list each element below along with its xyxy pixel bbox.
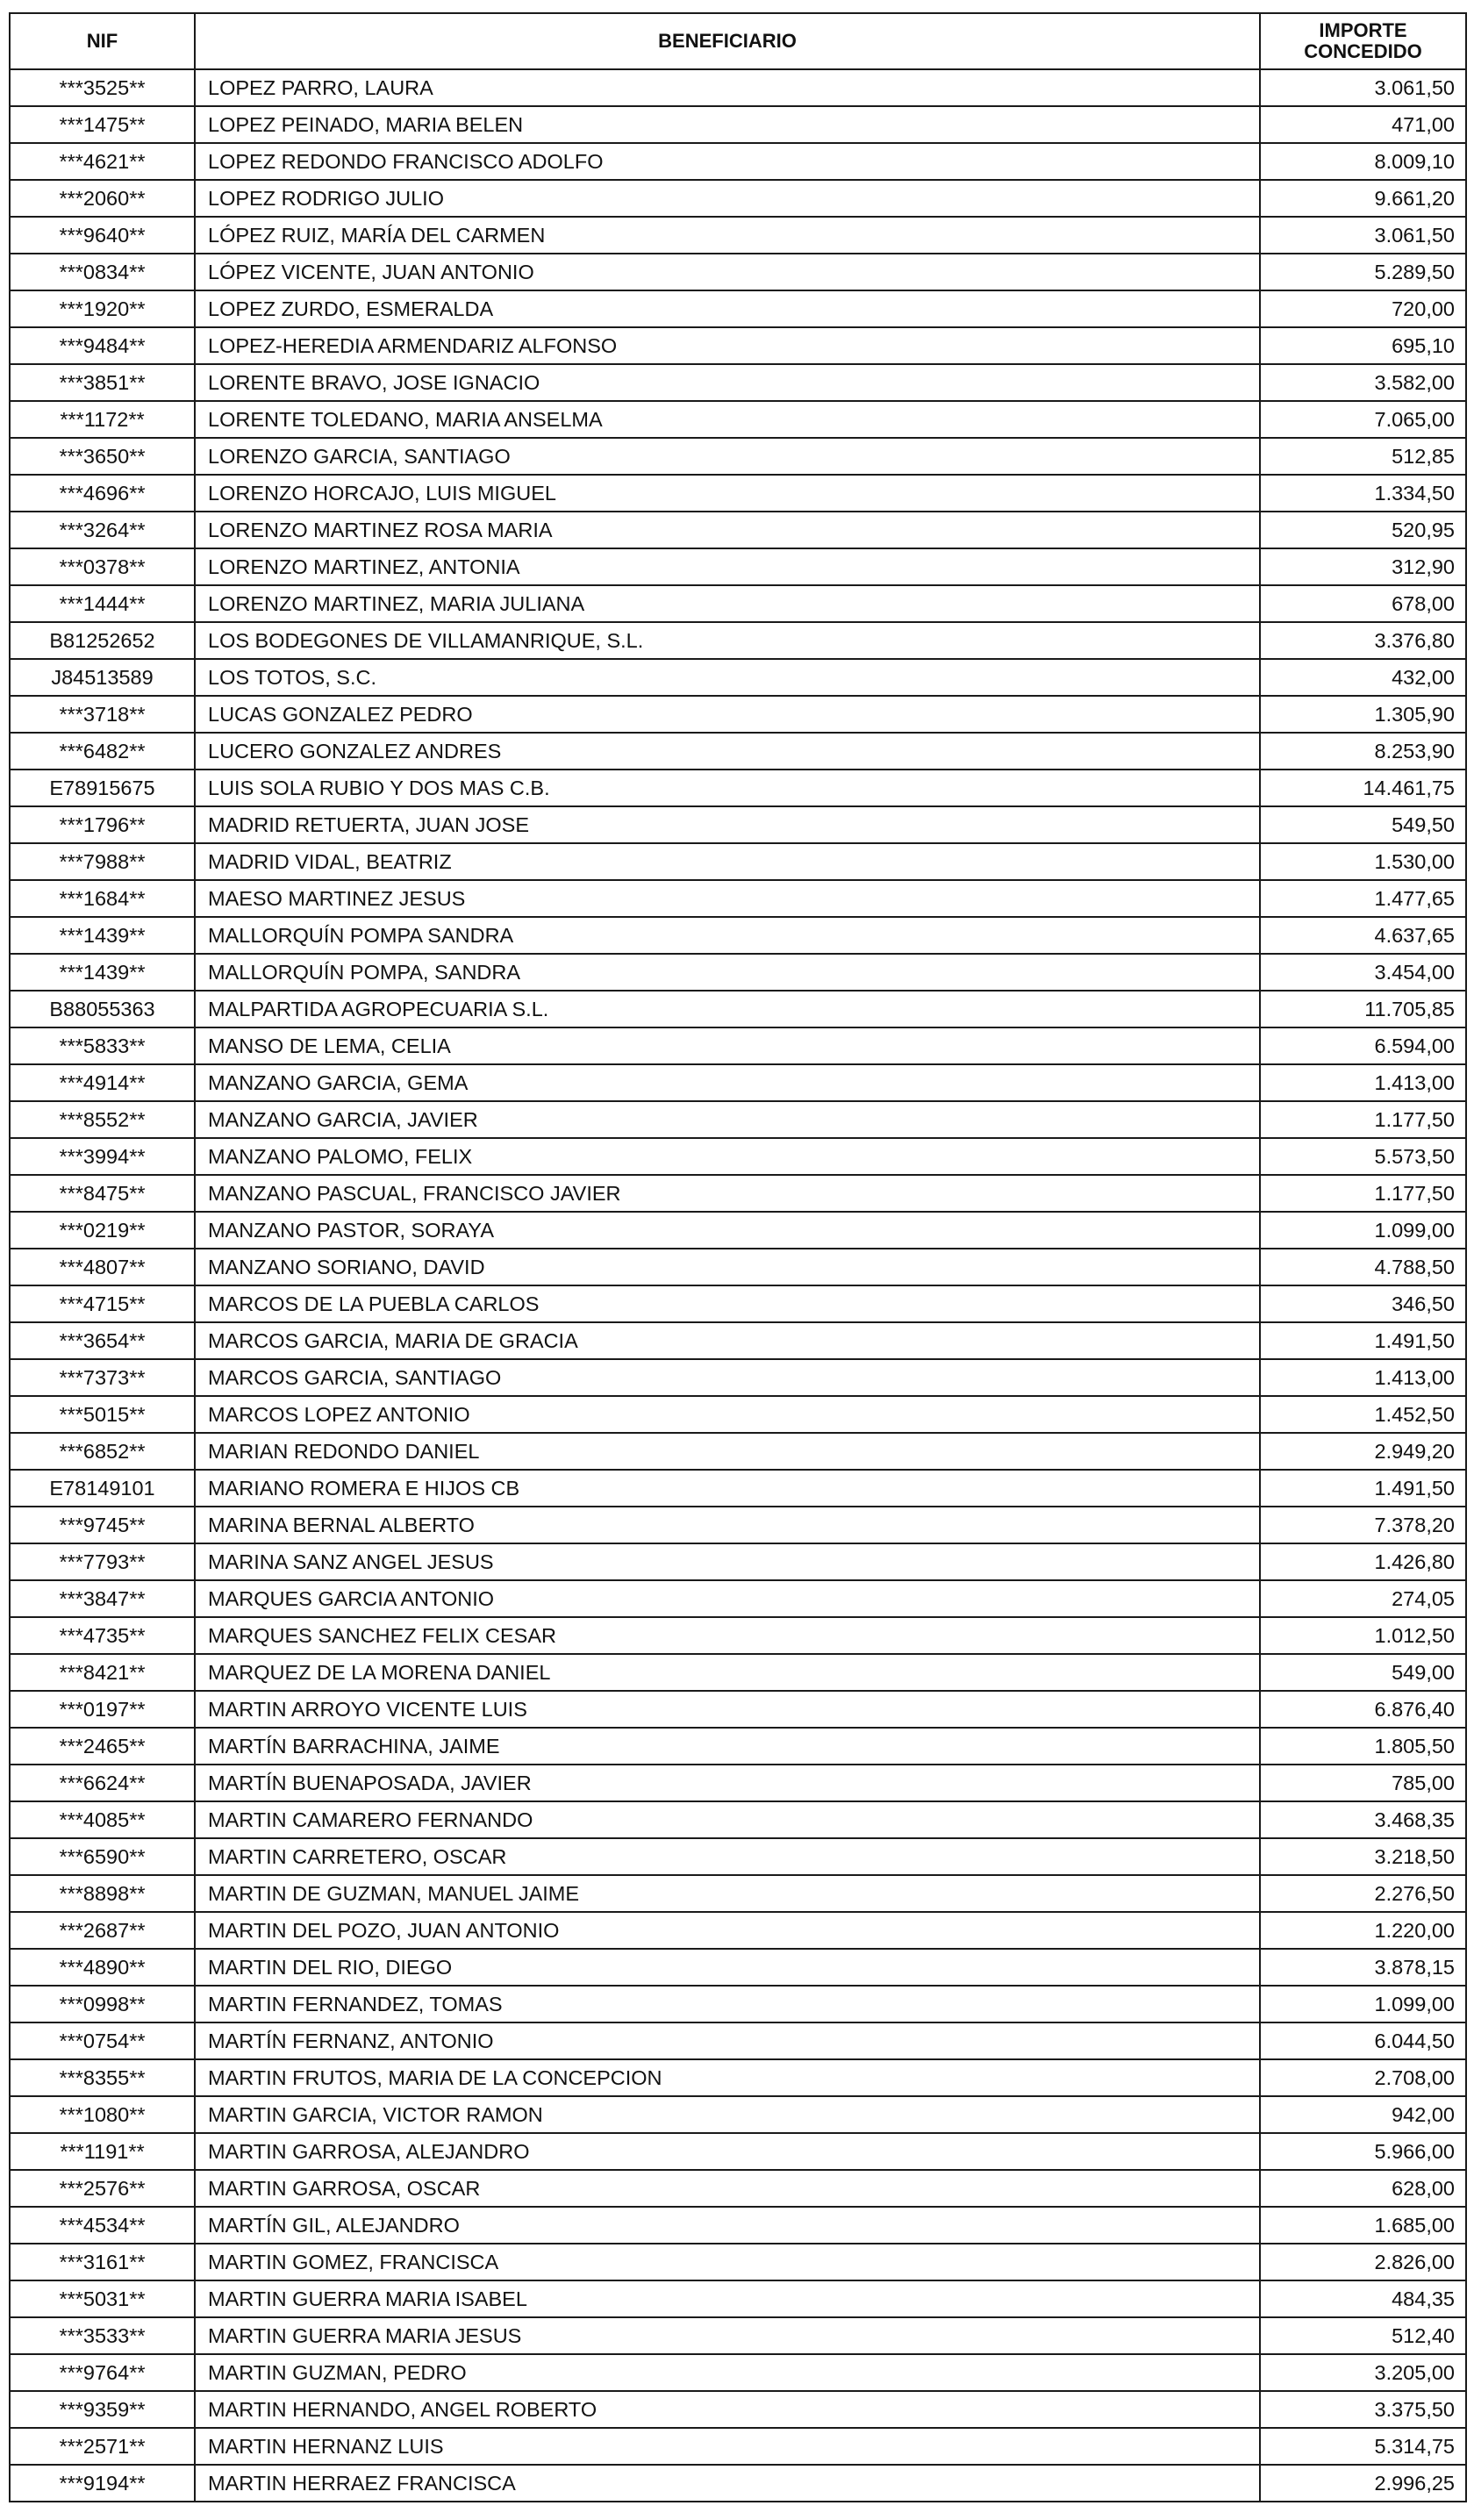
nif-cell: ***0834** <box>10 254 195 290</box>
importe-cell: 1.099,00 <box>1260 1986 1466 2022</box>
nif-cell: ***4085** <box>10 1801 195 1838</box>
table-row <box>10 1507 1466 1543</box>
table-row <box>10 2096 1466 2133</box>
importe-cell: 11.705,85 <box>1260 991 1466 1027</box>
importe-cell: 720,00 <box>1260 290 1466 327</box>
header-importe-line2: CONCEDIDO <box>1304 40 1422 62</box>
nif-cell: ***1920** <box>10 290 195 327</box>
table-row <box>10 2022 1466 2059</box>
beneficiario-cell: MANZANO SORIANO, DAVID <box>195 1249 1260 1285</box>
table-row <box>10 1617 1466 1654</box>
importe-cell: 5.573,50 <box>1260 1138 1466 1175</box>
beneficiario-cell: MANZANO GARCIA, GEMA <box>195 1064 1260 1101</box>
nif-cell: ***8552** <box>10 1101 195 1138</box>
beneficiario-cell: MARTIN GOMEZ, FRANCISCA <box>195 2244 1260 2280</box>
beneficiario-cell: MARCOS LOPEZ ANTONIO <box>195 1396 1260 1433</box>
nif-cell: ***1475** <box>10 106 195 143</box>
table-row <box>10 2133 1466 2170</box>
importe-cell: 5.966,00 <box>1260 2133 1466 2170</box>
importe-cell: 2.996,25 <box>1260 2465 1466 2502</box>
beneficiario-cell: LOS BODEGONES DE VILLAMANRIQUE, S.L. <box>195 622 1260 659</box>
beneficiario-cell: LORENZO HORCAJO, LUIS MIGUEL <box>195 475 1260 512</box>
beneficiario-cell: MARQUEZ DE LA MORENA DANIEL <box>195 1654 1260 1691</box>
importe-cell: 8.009,10 <box>1260 143 1466 180</box>
nif-cell: ***0998** <box>10 1986 195 2022</box>
table-row <box>10 2317 1466 2354</box>
nif-cell: ***4621** <box>10 143 195 180</box>
importe-cell: 3.375,50 <box>1260 2391 1466 2428</box>
table-row <box>10 2059 1466 2096</box>
nif-cell: ***1191** <box>10 2133 195 2170</box>
table-row <box>10 1691 1466 1728</box>
header-nif: NIF <box>10 13 195 69</box>
table-row <box>10 1396 1466 1433</box>
nif-cell: ***3533** <box>10 2317 195 2354</box>
table-row <box>10 1543 1466 1580</box>
table-row <box>10 475 1466 512</box>
beneficiario-cell: MARCOS GARCIA, MARIA DE GRACIA <box>195 1322 1260 1359</box>
nif-cell: ***3525** <box>10 69 195 106</box>
importe-cell: 1.477,65 <box>1260 880 1466 917</box>
beneficiario-cell: LORENTE TOLEDANO, MARIA ANSELMA <box>195 401 1260 438</box>
importe-cell: 274,05 <box>1260 1580 1466 1617</box>
nif-cell: ***9745** <box>10 1507 195 1543</box>
importe-cell: 6.594,00 <box>1260 1027 1466 1064</box>
beneficiario-cell: LOPEZ-HEREDIA ARMENDARIZ ALFONSO <box>195 327 1260 364</box>
nif-cell: ***4696** <box>10 475 195 512</box>
beneficiario-cell: LORENZO MARTINEZ, ANTONIA <box>195 548 1260 585</box>
table-row <box>10 917 1466 954</box>
nif-cell: ***1080** <box>10 2096 195 2133</box>
nif-cell: E78149101 <box>10 1470 195 1507</box>
importe-cell: 3.218,50 <box>1260 1838 1466 1875</box>
table-row <box>10 1175 1466 1212</box>
beneficiario-cell: MADRID RETUERTA, JUAN JOSE <box>195 806 1260 843</box>
importe-cell: 628,00 <box>1260 2170 1466 2207</box>
table-row <box>10 2207 1466 2244</box>
nif-cell: ***3718** <box>10 696 195 733</box>
table-row <box>10 364 1466 401</box>
table-row <box>10 843 1466 880</box>
nif-cell: ***4735** <box>10 1617 195 1654</box>
importe-cell: 942,00 <box>1260 2096 1466 2133</box>
table-row <box>10 548 1466 585</box>
beneficiario-cell: LORENTE BRAVO, JOSE IGNACIO <box>195 364 1260 401</box>
table-row <box>10 659 1466 696</box>
beneficiario-cell: MARTIN HERNANDO, ANGEL ROBERTO <box>195 2391 1260 2428</box>
importe-cell: 695,10 <box>1260 327 1466 364</box>
beneficiario-cell: MARTIN GUERRA MARIA ISABEL <box>195 2280 1260 2317</box>
table-row <box>10 1949 1466 1986</box>
importe-cell: 1.805,50 <box>1260 1728 1466 1765</box>
beneficiario-cell: MARTIN GARROSA, OSCAR <box>195 2170 1260 2207</box>
importe-cell: 1.413,00 <box>1260 1359 1466 1396</box>
beneficiario-cell: MARTIN HERRAEZ FRANCISCA <box>195 2465 1260 2502</box>
beneficiario-cell: MARTIN FRUTOS, MARIA DE LA CONCEPCION <box>195 2059 1260 2096</box>
nif-cell: ***6852** <box>10 1433 195 1470</box>
importe-cell: 471,00 <box>1260 106 1466 143</box>
beneficiario-cell: MARTIN CARRETERO, OSCAR <box>195 1838 1260 1875</box>
importe-cell: 1.334,50 <box>1260 475 1466 512</box>
table-row <box>10 1433 1466 1470</box>
table-row <box>10 1765 1466 1801</box>
importe-cell: 512,40 <box>1260 2317 1466 2354</box>
nif-cell: ***2060** <box>10 180 195 217</box>
importe-cell: 432,00 <box>1260 659 1466 696</box>
beneficiario-cell: MANZANO PASCUAL, FRANCISCO JAVIER <box>195 1175 1260 1212</box>
importe-cell: 549,00 <box>1260 1654 1466 1691</box>
nif-cell: ***9194** <box>10 2465 195 2502</box>
importe-cell: 2.276,50 <box>1260 1875 1466 1912</box>
importe-cell: 4.637,65 <box>1260 917 1466 954</box>
importe-cell: 1.305,90 <box>1260 696 1466 733</box>
importe-cell: 2.826,00 <box>1260 2244 1466 2280</box>
table-row <box>10 1875 1466 1912</box>
table-row <box>10 401 1466 438</box>
nif-cell: ***6590** <box>10 1838 195 1875</box>
table-row <box>10 806 1466 843</box>
importe-cell: 3.468,35 <box>1260 1801 1466 1838</box>
importe-cell: 14.461,75 <box>1260 770 1466 806</box>
table-row <box>10 696 1466 733</box>
table-row <box>10 733 1466 770</box>
table-row <box>10 1654 1466 1691</box>
beneficiario-cell: MAESO MARTINEZ JESUS <box>195 880 1260 917</box>
nif-cell: J84513589 <box>10 659 195 696</box>
nif-cell: ***1172** <box>10 401 195 438</box>
beneficiario-cell: MANZANO PASTOR, SORAYA <box>195 1212 1260 1249</box>
beneficiaries-table <box>9 12 1467 2502</box>
header-importe-line1: IMPORTE <box>1319 19 1407 41</box>
importe-cell: 512,85 <box>1260 438 1466 475</box>
importe-cell: 3.061,50 <box>1260 69 1466 106</box>
importe-cell: 1.491,50 <box>1260 1322 1466 1359</box>
nif-cell: ***7373** <box>10 1359 195 1396</box>
beneficiario-cell: MARTIN GARCIA, VICTOR RAMON <box>195 2096 1260 2133</box>
nif-cell: ***0754** <box>10 2022 195 2059</box>
beneficiario-cell: MARQUES SANCHEZ FELIX CESAR <box>195 1617 1260 1654</box>
table-row <box>10 2280 1466 2317</box>
nif-cell: ***0378** <box>10 548 195 585</box>
beneficiario-cell: LUCERO GONZALEZ ANDRES <box>195 733 1260 770</box>
table-row <box>10 880 1466 917</box>
nif-cell: ***2571** <box>10 2428 195 2465</box>
table-row <box>10 1470 1466 1507</box>
importe-cell: 2.949,20 <box>1260 1433 1466 1470</box>
nif-cell: ***2687** <box>10 1912 195 1949</box>
nif-cell: ***8898** <box>10 1875 195 1912</box>
importe-cell: 346,50 <box>1260 1285 1466 1322</box>
importe-cell: 1.413,00 <box>1260 1064 1466 1101</box>
nif-cell: ***0197** <box>10 1691 195 1728</box>
importe-cell: 3.376,80 <box>1260 622 1466 659</box>
importe-cell: 9.661,20 <box>1260 180 1466 217</box>
table-row <box>10 1912 1466 1949</box>
table-header-row <box>10 13 1466 69</box>
beneficiario-cell: MARINA SANZ ANGEL JESUS <box>195 1543 1260 1580</box>
table-row <box>10 512 1466 548</box>
table-row <box>10 1986 1466 2022</box>
beneficiario-cell: MARIANO ROMERA E HIJOS CB <box>195 1470 1260 1507</box>
beneficiario-cell: LORENZO MARTINEZ, MARIA JULIANA <box>195 585 1260 622</box>
importe-cell: 2.708,00 <box>1260 2059 1466 2096</box>
beneficiario-cell: MANZANO GARCIA, JAVIER <box>195 1101 1260 1138</box>
beneficiario-cell: LOPEZ ZURDO, ESMERALDA <box>195 290 1260 327</box>
nif-cell: ***4534** <box>10 2207 195 2244</box>
beneficiario-cell: MARCOS DE LA PUEBLA CARLOS <box>195 1285 1260 1322</box>
importe-cell: 549,50 <box>1260 806 1466 843</box>
nif-cell: ***4890** <box>10 1949 195 1986</box>
beneficiario-cell: MARTIN ARROYO VICENTE LUIS <box>195 1691 1260 1728</box>
table-row <box>10 2244 1466 2280</box>
beneficiario-cell: LUCAS GONZALEZ PEDRO <box>195 696 1260 733</box>
beneficiario-cell: MARTIN DEL POZO, JUAN ANTONIO <box>195 1912 1260 1949</box>
beneficiario-cell: LOS TOTOS, S.C. <box>195 659 1260 696</box>
table-row <box>10 217 1466 254</box>
nif-cell: ***3650** <box>10 438 195 475</box>
importe-cell: 3.582,00 <box>1260 364 1466 401</box>
importe-cell: 1.491,50 <box>1260 1470 1466 1507</box>
nif-cell: ***6482** <box>10 733 195 770</box>
nif-cell: ***1444** <box>10 585 195 622</box>
table-row <box>10 1212 1466 1249</box>
nif-cell: ***9359** <box>10 2391 195 2428</box>
nif-cell: ***4914** <box>10 1064 195 1101</box>
table-row <box>10 1064 1466 1101</box>
importe-cell: 7.065,00 <box>1260 401 1466 438</box>
importe-cell: 678,00 <box>1260 585 1466 622</box>
nif-cell: B81252652 <box>10 622 195 659</box>
nif-cell: ***5015** <box>10 1396 195 1433</box>
table-row <box>10 438 1466 475</box>
importe-cell: 1.177,50 <box>1260 1175 1466 1212</box>
table-row <box>10 1728 1466 1765</box>
nif-cell: ***9764** <box>10 2354 195 2391</box>
nif-cell: ***8421** <box>10 1654 195 1691</box>
table-row <box>10 2428 1466 2465</box>
beneficiario-cell: MARTÍN GIL, ALEJANDRO <box>195 2207 1260 2244</box>
importe-cell: 520,95 <box>1260 512 1466 548</box>
importe-cell: 5.314,75 <box>1260 2428 1466 2465</box>
table-row <box>10 327 1466 364</box>
table-row <box>10 954 1466 991</box>
table-row <box>10 2354 1466 2391</box>
beneficiario-cell: LOPEZ REDONDO FRANCISCO ADOLFO <box>195 143 1260 180</box>
table-row <box>10 770 1466 806</box>
table-row <box>10 2391 1466 2428</box>
importe-cell: 785,00 <box>1260 1765 1466 1801</box>
beneficiario-cell: MARTÍN FERNANZ, ANTONIO <box>195 2022 1260 2059</box>
nif-cell: ***9484** <box>10 327 195 364</box>
beneficiario-cell: MARTÍN BUENAPOSADA, JAVIER <box>195 1765 1260 1801</box>
nif-cell: ***8475** <box>10 1175 195 1212</box>
table-row <box>10 1101 1466 1138</box>
table-row <box>10 585 1466 622</box>
nif-cell: ***3847** <box>10 1580 195 1617</box>
nif-cell: ***4715** <box>10 1285 195 1322</box>
table-row <box>10 2465 1466 2502</box>
nif-cell: ***1796** <box>10 806 195 843</box>
importe-cell: 3.205,00 <box>1260 2354 1466 2391</box>
importe-cell: 1.220,00 <box>1260 1912 1466 1949</box>
beneficiario-cell: MARTIN GUERRA MARIA JESUS <box>195 2317 1260 2354</box>
importe-cell: 1.530,00 <box>1260 843 1466 880</box>
beneficiario-cell: MADRID VIDAL, BEATRIZ <box>195 843 1260 880</box>
importe-cell: 6.876,40 <box>1260 1691 1466 1728</box>
table-row <box>10 69 1466 106</box>
beneficiario-cell: MARTIN GARROSA, ALEJANDRO <box>195 2133 1260 2170</box>
nif-cell: ***1439** <box>10 954 195 991</box>
beneficiario-cell: MARTIN CAMARERO FERNANDO <box>195 1801 1260 1838</box>
importe-cell: 1.177,50 <box>1260 1101 1466 1138</box>
nif-cell: ***2465** <box>10 1728 195 1765</box>
importe-cell: 8.253,90 <box>1260 733 1466 770</box>
importe-cell: 1.012,50 <box>1260 1617 1466 1654</box>
importe-cell: 5.289,50 <box>1260 254 1466 290</box>
nif-cell: ***5031** <box>10 2280 195 2317</box>
table-row <box>10 1138 1466 1175</box>
table-row <box>10 1285 1466 1322</box>
beneficiario-cell: MARCOS GARCIA, SANTIAGO <box>195 1359 1260 1396</box>
nif-cell: B88055363 <box>10 991 195 1027</box>
beneficiario-cell: LORENZO GARCIA, SANTIAGO <box>195 438 1260 475</box>
table-row <box>10 2170 1466 2207</box>
table-row <box>10 991 1466 1027</box>
table-row <box>10 1322 1466 1359</box>
importe-cell: 4.788,50 <box>1260 1249 1466 1285</box>
table-row <box>10 1249 1466 1285</box>
table-row <box>10 290 1466 327</box>
beneficiario-cell: MALLORQUÍN POMPA SANDRA <box>195 917 1260 954</box>
importe-cell: 6.044,50 <box>1260 2022 1466 2059</box>
nif-cell: ***4807** <box>10 1249 195 1285</box>
beneficiario-cell: MARTIN HERNANZ LUIS <box>195 2428 1260 2465</box>
nif-cell: ***3851** <box>10 364 195 401</box>
importe-cell: 3.061,50 <box>1260 217 1466 254</box>
nif-cell: ***8355** <box>10 2059 195 2096</box>
table-row <box>10 1027 1466 1064</box>
nif-cell: ***7988** <box>10 843 195 880</box>
table-row <box>10 254 1466 290</box>
header-beneficiario: BENEFICIARIO <box>195 13 1260 69</box>
beneficiario-cell: LOPEZ PARRO, LAURA <box>195 69 1260 106</box>
table-row <box>10 622 1466 659</box>
importe-cell: 1.685,00 <box>1260 2207 1466 2244</box>
nif-cell: ***6624** <box>10 1765 195 1801</box>
table-row <box>10 180 1466 217</box>
importe-cell: 1.426,80 <box>1260 1543 1466 1580</box>
table-row <box>10 143 1466 180</box>
importe-cell: 484,35 <box>1260 2280 1466 2317</box>
nif-cell: ***3161** <box>10 2244 195 2280</box>
beneficiario-cell: MALPARTIDA AGROPECUARIA S.L. <box>195 991 1260 1027</box>
beneficiario-cell: MARTIN DEL RIO, DIEGO <box>195 1949 1260 1986</box>
nif-cell: ***3264** <box>10 512 195 548</box>
beneficiario-cell: LÓPEZ RUIZ, MARÍA DEL CARMEN <box>195 217 1260 254</box>
table-row <box>10 1580 1466 1617</box>
nif-cell: ***3654** <box>10 1322 195 1359</box>
importe-cell: 3.878,15 <box>1260 1949 1466 1986</box>
importe-cell: 3.454,00 <box>1260 954 1466 991</box>
nif-cell: ***7793** <box>10 1543 195 1580</box>
beneficiario-cell: MARTÍN BARRACHINA, JAIME <box>195 1728 1260 1765</box>
table-row <box>10 1801 1466 1838</box>
beneficiario-cell: LOPEZ RODRIGO JULIO <box>195 180 1260 217</box>
beneficiario-cell: MANSO DE LEMA, CELIA <box>195 1027 1260 1064</box>
importe-cell: 312,90 <box>1260 548 1466 585</box>
beneficiario-cell: MARTIN DE GUZMAN, MANUEL JAIME <box>195 1875 1260 1912</box>
beneficiario-cell: MALLORQUÍN POMPA, SANDRA <box>195 954 1260 991</box>
beneficiario-cell: MARIAN REDONDO DANIEL <box>195 1433 1260 1470</box>
importe-cell: 1.099,00 <box>1260 1212 1466 1249</box>
beneficiario-cell: LOPEZ PEINADO, MARIA BELEN <box>195 106 1260 143</box>
header-importe-concedido <box>1260 13 1466 69</box>
beneficiario-cell: MARQUES GARCIA ANTONIO <box>195 1580 1260 1617</box>
table-row <box>10 1838 1466 1875</box>
importe-cell: 7.378,20 <box>1260 1507 1466 1543</box>
beneficiario-cell: MARTIN GUZMAN, PEDRO <box>195 2354 1260 2391</box>
nif-cell: ***0219** <box>10 1212 195 1249</box>
beneficiario-cell: MARINA BERNAL ALBERTO <box>195 1507 1260 1543</box>
nif-cell: ***1684** <box>10 880 195 917</box>
beneficiario-cell: MANZANO PALOMO, FELIX <box>195 1138 1260 1175</box>
table-row <box>10 106 1466 143</box>
beneficiario-cell: MARTIN FERNANDEZ, TOMAS <box>195 1986 1260 2022</box>
beneficiario-cell: LUIS SOLA RUBIO Y DOS MAS C.B. <box>195 770 1260 806</box>
table-row <box>10 1359 1466 1396</box>
nif-cell: ***3994** <box>10 1138 195 1175</box>
table-body <box>10 69 1466 2502</box>
beneficiario-cell: LORENZO MARTINEZ ROSA MARIA <box>195 512 1260 548</box>
nif-cell: ***2576** <box>10 2170 195 2207</box>
nif-cell: ***9640** <box>10 217 195 254</box>
nif-cell: E78915675 <box>10 770 195 806</box>
nif-cell: ***1439** <box>10 917 195 954</box>
beneficiario-cell: LÓPEZ VICENTE, JUAN ANTONIO <box>195 254 1260 290</box>
nif-cell: ***5833** <box>10 1027 195 1064</box>
importe-cell: 1.452,50 <box>1260 1396 1466 1433</box>
